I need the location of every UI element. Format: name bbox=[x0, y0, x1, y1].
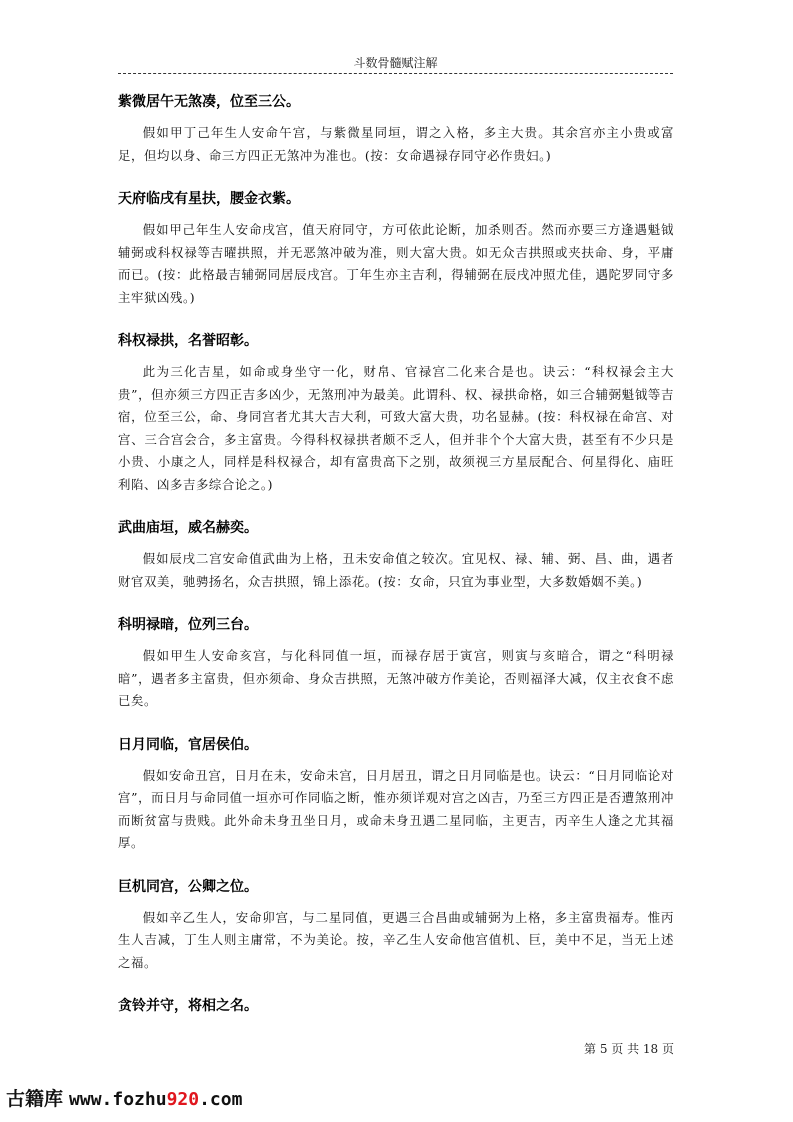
section-heading: 科权禄拱，名誉昭彰。 bbox=[118, 333, 258, 349]
site-watermark bbox=[6, 1085, 242, 1113]
section-paragraph: 假如辛乙生人，安命卯宫，与二星同值，更遇三合昌曲或辅弼为上格，多主富贵福寿。惟丙生人吉减，丁生人则主庸常，不为美论。按，辛乙生人安命他宫值机、巨，美中不足，当无上述之福。 bbox=[118, 909, 674, 970]
section-riyue bbox=[118, 735, 674, 855]
section-paragraph: 假如甲丁己年生人安命午宫，与紫微星同垣，谓之入格，多主大贵。其余宫亦主小贵或富足，但均以身、命三方四正无煞冲为准也。(按：女命遇禄存同守必作贵妇。) bbox=[118, 125, 674, 163]
section-kequanlu bbox=[118, 331, 674, 496]
section-paragraph: 假如甲己年生人安命戌宫，值天府同守，方可依此论断，加杀则否。然而亦要三方逢遇魁钺辅弼或科权禄等吉曜拱照，并无恶煞冲破为准，则大富大贵。如无众吉拱照或夹扶命、身，平庸而已。(按：此格最吉辅弼同居辰戌宫。丁年生亦主吉利，得辅弼在辰戌冲照尤佳，遇陀罗同守多主牢狱凶残。) bbox=[118, 222, 674, 305]
watermark-url-suffix: .com bbox=[199, 1089, 243, 1110]
section-ziwei bbox=[118, 92, 674, 167]
section-juji bbox=[118, 877, 674, 975]
watermark-url-number: 920 bbox=[166, 1089, 200, 1110]
watermark-url-prefix: www.fozhu bbox=[69, 1089, 167, 1110]
section-heading: 武曲庙垣，威名赫奕。 bbox=[118, 520, 258, 536]
section-paragraph: 假如甲生人安命亥宫，与化科同值一垣，而禄存居于寅宫，则寅与亥暗合，谓之“科明禄暗”，遇者多主富贵，但亦须命、身众吉拱照，无煞冲破方作美论，否则福泽大减，仅主衣食不虑已矣。 bbox=[118, 648, 674, 708]
header-divider bbox=[118, 73, 673, 74]
section-wuqu bbox=[118, 518, 674, 593]
document-body bbox=[118, 92, 674, 1038]
section-heading: 日月同临，官居侯伯。 bbox=[118, 736, 258, 753]
section-paragraph: 假如辰戌二宫安命值武曲为上格，丑未安命值之较次。宜见权、禄、辅、弼、昌、曲，遇者财官双美，驰骋扬名，众吉拱照，锦上添花。(按：女命，只宜为事业型，大多数婚姻不美。) bbox=[118, 551, 674, 589]
section-heading: 巨机同宫，公卿之位。 bbox=[118, 878, 258, 895]
section-heading: 贪铃并守，将相之名。 bbox=[118, 998, 258, 1014]
section-paragraph: 假如安命丑宫，日月在未，安命未宫，日月居丑，谓之日月同临是也。诀云：“日月同临论对宫”，而日月与命同值一垣亦可作同临之断，惟亦须详观对宫之凶吉，乃至三方四正是否遭煞刑冲而断贫富与贵贱。此外命未身丑坐日月，或命未身丑遇二星同临，主更吉，丙辛生人逢之尤其福厚。 bbox=[118, 767, 674, 850]
section-tanling bbox=[118, 996, 674, 1016]
section-heading: 天府临戌有星扶，腰金衣紫。 bbox=[118, 191, 300, 207]
page-number: 第 5 页 共 18 页 bbox=[584, 1042, 674, 1056]
section-keming bbox=[118, 615, 674, 713]
page-header-title: 斗数骨髓赋注解 bbox=[353, 56, 438, 70]
section-heading: 紫微居午无煞凑，位至三公。 bbox=[118, 94, 300, 110]
section-tianfu bbox=[118, 189, 674, 309]
watermark-site-name: 古籍库 bbox=[6, 1088, 64, 1110]
section-heading: 科明禄暗，位列三台。 bbox=[118, 617, 258, 633]
section-paragraph: 此为三化吉星，如命或身坐守一化，财帛、官禄宫二化来合是也。诀云：“科权禄会主大贵”，但亦须三方四正吉多凶少，无煞刑冲为最美。此谓科、权、禄拱命格，如三合辅弼魁钺等吉宿，位至三公，命、身同宫者尤其大吉大利，可致大富大贵，功名显赫。(按：科权禄在命宫、对宫、三合宫会合，多主富贵。今得科权禄拱者颇不乏人，但并非个个大富大贵，甚至有不少只是小贵、小康之人，同样是科权禄合，却有富贵高下之别，故须视三方星辰配合、何星得化、庙旺利陷、凶多吉多综合论之。) bbox=[118, 364, 674, 492]
